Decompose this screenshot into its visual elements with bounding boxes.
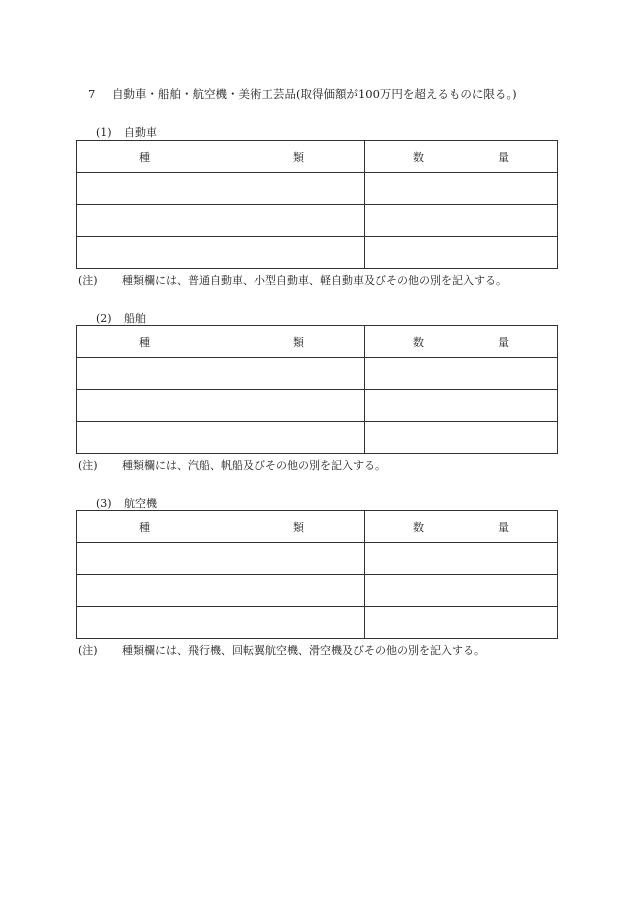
type-input-cell[interactable] bbox=[77, 358, 365, 390]
type-header-cell bbox=[77, 511, 365, 543]
quantity-input-cell[interactable] bbox=[365, 358, 558, 390]
quantity-input-cell[interactable] bbox=[365, 173, 558, 205]
table-row bbox=[77, 358, 558, 390]
document-title bbox=[88, 86, 517, 102]
title-number: 7 bbox=[88, 87, 96, 101]
section-heading-3 bbox=[96, 495, 157, 511]
quantity-header-char: 量 bbox=[498, 150, 509, 164]
table-row bbox=[77, 575, 558, 607]
type-header-char: 類 bbox=[293, 520, 304, 534]
section-note-2 bbox=[78, 457, 386, 473]
aircraft-table bbox=[76, 510, 558, 639]
note-text: 種類欄には、飛行機、回転翼航空機、滑空機及びその他の別を記入する。 bbox=[122, 644, 485, 657]
quantity-input-cell[interactable] bbox=[365, 237, 558, 269]
table-row bbox=[77, 390, 558, 422]
section-index: (3) bbox=[96, 497, 112, 510]
section-index: (2) bbox=[96, 312, 112, 325]
section-note-1 bbox=[78, 272, 507, 288]
ship-table bbox=[76, 325, 558, 454]
note-label: (注) bbox=[78, 644, 98, 657]
quantity-header-char: 量 bbox=[498, 520, 509, 534]
type-input-cell[interactable] bbox=[77, 575, 365, 607]
section-heading-1 bbox=[96, 124, 157, 140]
quantity-input-cell[interactable] bbox=[365, 543, 558, 575]
table-header-row bbox=[77, 141, 558, 173]
table-row bbox=[77, 422, 558, 454]
type-input-cell[interactable] bbox=[77, 205, 365, 237]
table-row bbox=[77, 237, 558, 269]
section-title: 自動車 bbox=[124, 126, 157, 139]
quantity-header-cell bbox=[365, 511, 558, 543]
table-row bbox=[77, 205, 558, 237]
type-input-cell[interactable] bbox=[77, 422, 365, 454]
type-header-cell bbox=[77, 141, 365, 173]
type-input-cell[interactable] bbox=[77, 173, 365, 205]
quantity-header-char: 数 bbox=[413, 150, 424, 164]
vehicle-table bbox=[76, 140, 558, 269]
table-row bbox=[77, 543, 558, 575]
table-header-row bbox=[77, 326, 558, 358]
quantity-header-char: 数 bbox=[413, 335, 424, 349]
note-text: 種類欄には、普通自動車、小型自動車、軽自動車及びその他の別を記入する。 bbox=[122, 274, 507, 287]
section-title: 航空機 bbox=[124, 497, 157, 510]
type-input-cell[interactable] bbox=[77, 390, 365, 422]
note-label: (注) bbox=[78, 459, 98, 472]
section-note-3 bbox=[78, 642, 485, 658]
table-row bbox=[77, 173, 558, 205]
type-header-char: 種 bbox=[139, 150, 150, 164]
note-text: 種類欄には、汽船、帆船及びその他の別を記入する。 bbox=[122, 459, 386, 472]
section-index: (1) bbox=[96, 126, 112, 139]
type-header-char: 種 bbox=[139, 520, 150, 534]
section-title: 船舶 bbox=[124, 312, 146, 325]
quantity-header-cell bbox=[365, 326, 558, 358]
quantity-header-char: 数 bbox=[413, 520, 424, 534]
quantity-input-cell[interactable] bbox=[365, 575, 558, 607]
quantity-input-cell[interactable] bbox=[365, 422, 558, 454]
type-header-char: 類 bbox=[293, 335, 304, 349]
type-header-char: 類 bbox=[293, 150, 304, 164]
section-heading-2 bbox=[96, 310, 146, 326]
quantity-header-char: 量 bbox=[498, 335, 509, 349]
table-row bbox=[77, 607, 558, 639]
quantity-header-cell bbox=[365, 141, 558, 173]
type-input-cell[interactable] bbox=[77, 237, 365, 269]
type-input-cell[interactable] bbox=[77, 543, 365, 575]
type-header-cell bbox=[77, 326, 365, 358]
table-header-row bbox=[77, 511, 558, 543]
note-label: (注) bbox=[78, 274, 98, 287]
type-input-cell[interactable] bbox=[77, 607, 365, 639]
quantity-input-cell[interactable] bbox=[365, 205, 558, 237]
title-text: 自動車・船舶・航空機・美術工芸品(取得価額が100万円を超えるものに限る。) bbox=[112, 87, 517, 101]
type-header-char: 種 bbox=[139, 335, 150, 349]
quantity-input-cell[interactable] bbox=[365, 390, 558, 422]
quantity-input-cell[interactable] bbox=[365, 607, 558, 639]
